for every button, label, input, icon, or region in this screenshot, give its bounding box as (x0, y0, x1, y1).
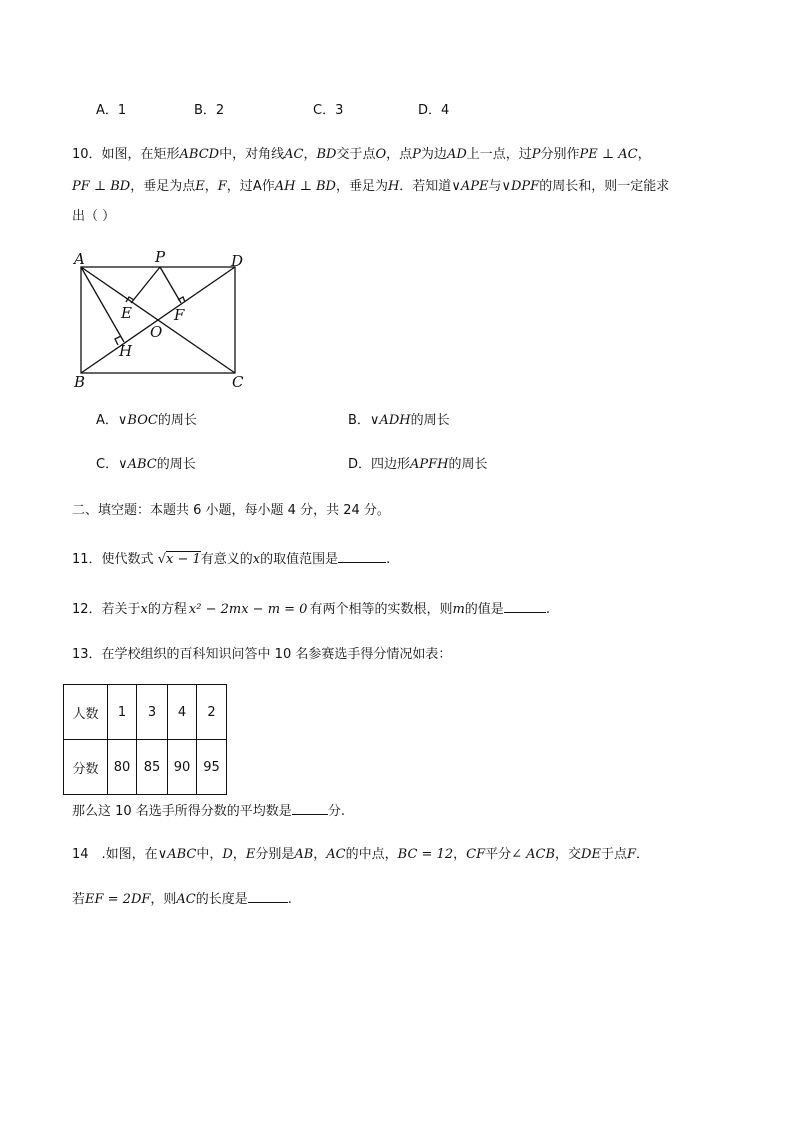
answer-blank[interactable] (292, 802, 328, 815)
answer-blank[interactable] (338, 550, 386, 563)
label-f: F (174, 306, 185, 324)
option-b: B．2 (194, 103, 225, 118)
q10-option-b: B．∨ADH的周长 (348, 413, 450, 428)
option-c: C．3 (313, 103, 344, 118)
answer-blank[interactable] (504, 600, 546, 613)
label-o: O (150, 323, 163, 341)
section-heading: 二、填空题：本题共 6 小题，每小题 4 分，共 24 分。 (72, 503, 390, 518)
q10-option-d: D．四边形APFH的周长 (348, 457, 488, 472)
label-h: H (119, 342, 133, 360)
sqrt-expression: √x − 1 (157, 552, 201, 567)
q10-option-c: C．∨ABC的周长 (96, 457, 196, 472)
table-cell: 1 (108, 685, 137, 740)
score-table (63, 684, 227, 795)
table-cell: 3 (137, 685, 168, 740)
segment-ah (81, 267, 124, 342)
q14-line2: 若EF = 2DF，则AC的长度是 . (72, 892, 292, 907)
q10-option-a: A．∨BOC的周长 (96, 413, 197, 428)
table-cell: 90 (168, 740, 197, 795)
answer-blank[interactable] (248, 890, 288, 903)
table-cell: 2 (197, 685, 227, 740)
table-cell: 95 (197, 740, 227, 795)
label-d: D (231, 252, 244, 270)
segment-pe (131, 267, 160, 303)
table-row (64, 685, 227, 740)
segment-pf (160, 267, 181, 303)
label-e: E (121, 304, 132, 322)
table-cell: 人数 (64, 685, 108, 740)
q10-line2: PF ⊥ BD，垂足为点E，F，过A作AH ⊥ BD，垂足为H．若知道∨APE与∨DPF的周长和，则一定能求 (72, 179, 670, 194)
rectangle-figure (70, 248, 255, 393)
table-row (64, 740, 227, 795)
right-angle-f (178, 297, 185, 302)
option-a: A．1 (96, 103, 127, 118)
label-a: A (74, 250, 85, 268)
q11-text: 11．使代数式 √x − 1有意义的x的取值范围是 . (72, 552, 391, 567)
q10-line3: 出（ ） (72, 209, 116, 224)
table-cell: 85 (137, 740, 168, 795)
table-cell: 4 (168, 685, 197, 740)
q14-line1: 14 .如图，在∨ABC中，D，E分别是AB，AC的中点，BC = 12，CF平分∠ ACB，交DE于点F． (72, 847, 650, 862)
label-c: C (232, 373, 244, 391)
q10-line1: 10．如图，在矩形ABCD中，对角线AC，BD交于点O，点P为边AD上一点，过P分别作PE ⊥ AC， (72, 147, 651, 162)
table-cell: 80 (108, 740, 137, 795)
table-cell: 分数 (64, 740, 108, 795)
label-p: P (155, 248, 166, 266)
q13-followup: 那么这 10 名选手所得分数的平均数是 分. (72, 804, 345, 819)
option-d: D．4 (418, 103, 450, 118)
q12-text: 12．若关于x的方程 x² − 2mx − m = 0 有两个相等的实数根，则m的值是 . (72, 602, 550, 617)
label-b: B (74, 373, 86, 391)
q13-text: 13．在学校组织的百科知识问答中 10 名参赛选手得分情况如表： (72, 647, 452, 662)
